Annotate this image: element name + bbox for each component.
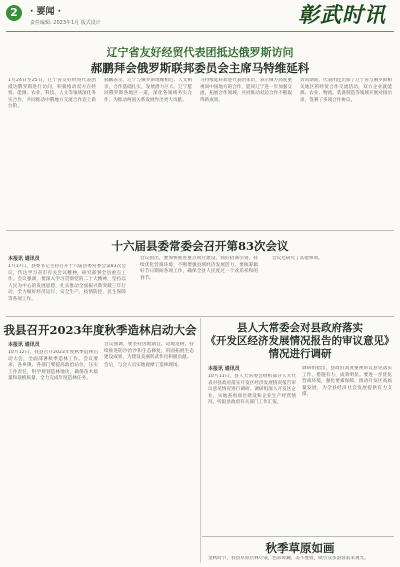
- article2-col1: [8, 264, 126, 312]
- page-number-badge: 2: [6, 5, 22, 21]
- article3-headline: 我县召开2023年度秋季造林启动大会: [3, 323, 197, 337]
- article4-paragraph: 调研组指出，县政府高度重视审议意见落实工作，措施有力，成效明显。要进一步优化营商环境，强化要素保障，推动开发区高质量发展，为全县经济社会发展提供有力支撑。: [302, 366, 392, 398]
- separator: [202, 536, 394, 537]
- article3-byline: 本报讯 通讯员: [8, 342, 40, 348]
- article2-paragraph: 1月17日，县委书记主持召开十六届县委常委会第83次会议，传达学习省市有关会议精神，研究部署全县重点工作。会议强调，要深入学习贯彻党的二十大精神，坚持以人民为中心的发展思想，扎实推动全面振兴新突破三年行动，全力做好经济运行、安全生产、疫情防控、民生保障等各项工作。: [8, 264, 126, 302]
- article4-byline: 本报讯 通讯员: [208, 366, 240, 372]
- article1-paragraph: 访问期间，代表团还出席了辽宁省与俄罗斯相关地区的经贸合作交流活动，双方企业就能源、农业、物流、装备制造等领域开展对接洽谈，签署了多项合作协议。: [300, 78, 392, 103]
- masthead: 彰武时讯: [298, 2, 386, 27]
- article4-headline-line1: 县人大常委会对县政府落实: [237, 322, 363, 334]
- article2-byline: 本报讯 通讯员: [8, 256, 40, 262]
- article1-col2: [104, 78, 192, 228]
- article5-headline: 秋季草原如画: [265, 541, 335, 555]
- article4-paragraph: 10月11日，县人大常委会组织部分人大代表对县政府落实开发区经济发展情况报告审议意见情况进行调研。调研组深入开发区企业，实地查看项目建设和企业生产经营情况，听取县政府有关部门工作汇报。: [208, 374, 296, 406]
- article2-paragraph: 会议还研究了其他事项。: [272, 256, 323, 261]
- header-rule: [6, 31, 394, 32]
- article1-paragraph: 马特维延科欢迎代表团来访，表示俄方高度重视同中国地方的合作，愿同辽宁进一步加强交流，拓展合作领域，共同推动双边合作不断取得新成果。: [200, 78, 292, 103]
- article4-headline: [200, 322, 400, 361]
- separator: [6, 230, 394, 231]
- article1-col1: [8, 78, 96, 228]
- article2-col3: [272, 256, 392, 312]
- article1-col3: [200, 78, 292, 228]
- article4-col1: [208, 374, 296, 534]
- article2-paragraph: 会议指出，要加快推进重点项目建设，抓好招商引资，持续优化营商环境，不断增强县域经济发展活力。要统筹做好节日期间各项工作，确保全县人民度过一个欢乐祥和的春节。: [140, 256, 258, 281]
- article5-body: [208, 556, 392, 566]
- article2-headline: 十六届县委常委会召开第83次会议: [111, 239, 289, 253]
- article5-paragraph: 金秋时节，我县草原层林尽染，色彩斑斓，美不胜收，吸引众多游客前来观光。: [208, 556, 369, 561]
- article4-headline-line3: 情况进行调研: [268, 348, 332, 360]
- article2-col2: [140, 256, 258, 312]
- article3-paragraph: 会后，与会人员实地观摩了造林现场。: [104, 362, 183, 368]
- article3-col2: [104, 342, 194, 560]
- article4-headline-line2: 《开发区经济发展情况报告的审议意见》: [205, 335, 395, 347]
- article1-paragraph: 郝鹏表示，辽宁与俄罗斯地缘相近、人文相亲，合作基础扎实，发展潜力巨大。辽宁愿同俄罗斯各地区一道，深化各领域务实合作，为推动两国关系发展作出更大贡献。: [104, 78, 192, 103]
- page-meta: 责任编辑: 2023年1月 版式设计: [30, 20, 101, 26]
- article1-col4: [300, 78, 392, 228]
- separator: [6, 316, 394, 317]
- article1-headline-line1: 辽宁省友好经贸代表团抵达俄罗斯访问: [106, 46, 294, 59]
- article3-paragraph: 10月12日，我县召开2023年度秋季造林启动大会，全面部署秋季造林工作。会议要求，各乡镇、各部门要提高政治站位，压实工作责任，科学规划造林地块，确保苗木质量和栽植质量，全力完成年度造林任务。: [8, 350, 98, 382]
- article1-headline-line2: 郝鹏拜会俄罗斯联邦委员会主席马特维延科: [90, 61, 310, 75]
- article4-col2: [302, 366, 392, 534]
- article1-paragraph: 1月24日至25日，辽宁省友好经贸代表团抵达俄罗斯进行访问，积极推动双方在经贸、能源、农业、科技、人文等领域深化务实合作，共同推动中俄地方交流合作迈上新台阶。: [8, 78, 96, 110]
- article3-paragraph: 会议强调，要坚持因地制宜、适地适树，持续推进防沙治沙和生态修复，巩固拓展生态建设成果，为建设美丽彰武作出积极贡献。: [104, 342, 194, 361]
- article3-col1: [8, 350, 98, 560]
- section-title: · 要闻 ·: [30, 7, 62, 17]
